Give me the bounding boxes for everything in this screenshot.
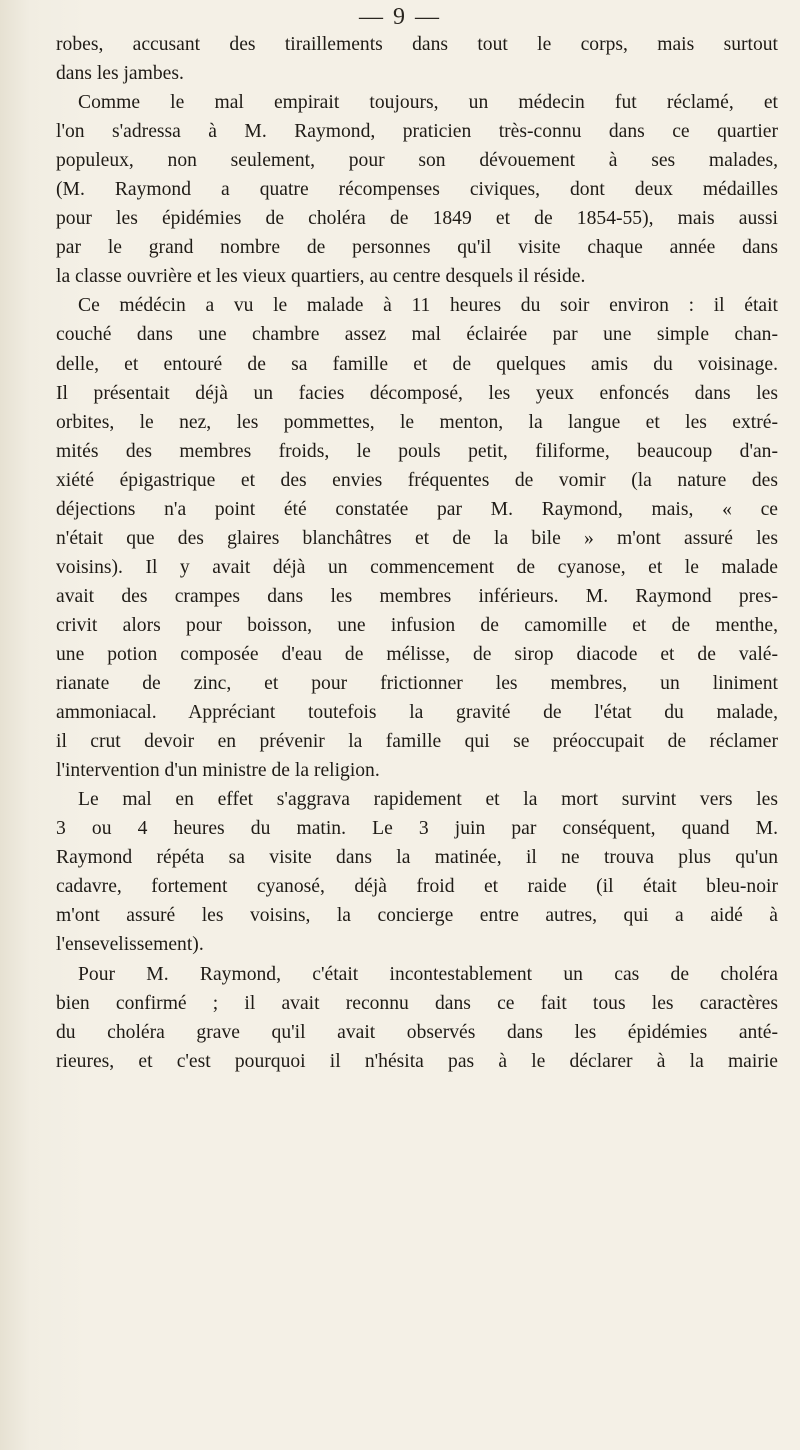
text-line: Ce médécin a vu le malade à 11 heures du soir environ : il était xyxy=(78,295,778,317)
text-line: l'on s'adressa à M. Raymond, praticien très-connu dans ce quartier xyxy=(56,121,778,143)
page-number: — 9 — xyxy=(359,4,441,30)
text-line: la classe ouvrière et les vieux quartiers, au centre desquels il réside. xyxy=(56,266,586,288)
text-line: dans les jambes. xyxy=(56,63,184,85)
text-line: il crut devoir en prévenir la famille qui se préoccupait de réclamer xyxy=(56,731,778,753)
text-line: l'ensevelissement). xyxy=(56,934,204,956)
body-text xyxy=(56,30,778,1076)
text-line: Pour M. Raymond, c'était incontestablement un cas de choléra xyxy=(78,963,778,985)
text-line: xiété épigastrique et des envies fréquentes de vomir (la nature des xyxy=(56,469,778,491)
text-line: m'ont assuré les voisins, la concierge entre autres, qui a aidé à xyxy=(56,905,778,927)
text-line: voisins). Il y avait déjà un commencement de cyanose, et le malade xyxy=(56,556,778,578)
text-line: une potion composée d'eau de mélisse, de sirop diacode et de valé- xyxy=(56,643,778,665)
text-line: ammoniacal. Appréciant toutefois la gravité de l'état du malade, xyxy=(56,702,778,724)
text-line: pour les épidémies de choléra de 1849 et de 1854-55), mais aussi xyxy=(56,208,778,230)
text-line: robes, accusant des tiraillements dans tout le corps, mais surtout xyxy=(56,34,778,55)
text-line: Il présentait déjà un facies décomposé, les yeux enfoncés dans les xyxy=(56,382,778,404)
text-line: rianate de zinc, et pour frictionner les membres, un liniment xyxy=(56,673,778,695)
text-line: crivit alors pour boisson, une infusion de camomille et de menthe, xyxy=(56,614,778,636)
text-line: orbites, le nez, les pommettes, le menton, la langue et les extré- xyxy=(56,411,778,433)
text-line: Raymond répéta sa visite dans la matinée, il ne trouva plus qu'un xyxy=(56,847,778,869)
text-line: delle, et entouré de sa famille et de quelques amis du voisinage. xyxy=(56,353,778,375)
text-line: Le mal en effet s'aggrava rapidement et la mort survint vers les xyxy=(78,789,778,811)
text-line: bien confirmé ; il avait reconnu dans ce fait tous les caractères xyxy=(56,992,778,1014)
text-line: avait des crampes dans les membres inférieurs. M. Raymond pres- xyxy=(56,585,778,607)
text-line: populeux, non seulement, pour son dévouement à ses malades, xyxy=(56,150,778,172)
text-line: mités des membres froids, le pouls petit, filiforme, beaucoup d'an- xyxy=(56,440,778,462)
text-line: par le grand nombre de personnes qu'il visite chaque année dans xyxy=(56,237,778,259)
text-line: déjections n'a point été constatée par M. Raymond, mais, « ce xyxy=(56,498,778,520)
text-line: cadavre, fortement cyanosé, déjà froid et raide (il était bleu-noir xyxy=(56,876,778,898)
text-line: Comme le mal empirait toujours, un médecin fut réclamé, et xyxy=(78,92,778,114)
text-line: n'était que des glaires blanchâtres et de la bile » m'ont assuré les xyxy=(56,527,778,549)
text-line: l'intervention d'un ministre de la religion. xyxy=(56,760,380,782)
text-line: 3 ou 4 heures du matin. Le 3 juin par conséquent, quand M. xyxy=(56,818,778,840)
text-line: rieures, et c'est pourquoi il n'hésita pas à le déclarer à la mairie xyxy=(56,1050,778,1072)
text-line: couché dans une chambre assez mal éclairée par une simple chan- xyxy=(56,324,778,346)
text-line: (M. Raymond a quatre récompenses civiques, dont deux médailles xyxy=(56,179,778,201)
text-line: du choléra grave qu'il avait observés dans les épidémies anté- xyxy=(56,1021,778,1043)
